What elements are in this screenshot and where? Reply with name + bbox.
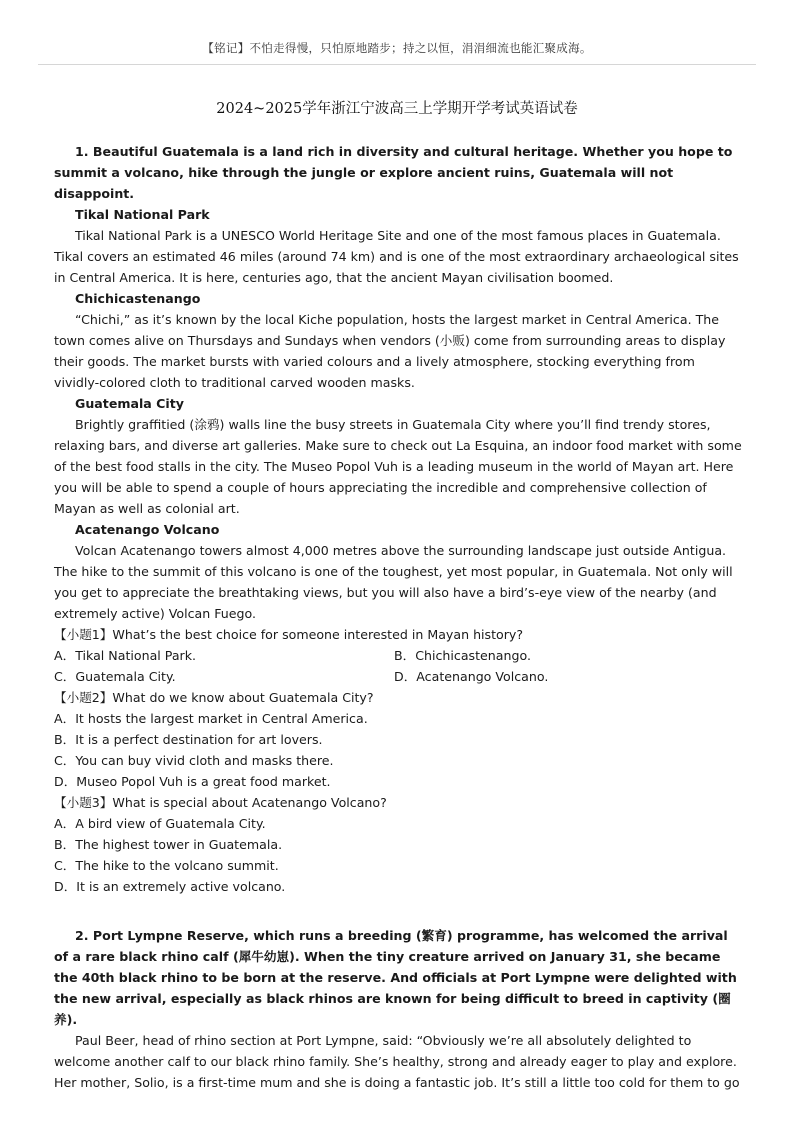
option-d: D．Acatenango Volcano. [394, 669, 549, 684]
option-a: A．Tikal National Park. [54, 648, 197, 663]
option-row [54, 645, 744, 666]
option-row [54, 666, 744, 687]
passage1-intro: 1. Beautiful Guatemala is a land rich in diversity and cultural heritage. Whether you hope to summit a volcano, hike through the jungle or explore ancient ruins, Guatemala will not disappoint. [54, 144, 733, 201]
question-prompt: 【小题2】What do we know about Guatemala City? [54, 690, 374, 705]
exam-title: 2024~2025学年浙江宁波高三上学期开学考试英语试卷 [216, 101, 578, 117]
section-body: Brightly graffitied (涂鸦) walls line the busy streets in Guatemala City where you’ll find trendy stores, relaxing bars, and diverse art galleries. Make sure to check out La Esquina, an indoor food market with some of the best food stalls in the city. The Museo Popol Vuh is a leading museum in the world of Mayan art. Here you will be able to spend a couple of hours appreciating the incredible and comprehensive collection of Mayan as well as colonial art. [54, 417, 742, 516]
passage-gap [54, 897, 744, 925]
page-motto: 【铭记】不怕走得慢，只怕原地踏步；持之以恒，涓涓细流也能汇聚成海。 [202, 41, 592, 55]
section-heading: Tikal National Park [75, 207, 210, 222]
question-prompt: 【小题3】What is special about Acatenango Volcano? [54, 795, 387, 810]
section-body: Tikal National Park is a UNESCO World Heritage Site and one of the most famous places in Guatemala. Tikal covers an estimated 46 miles (around 74 km) and is one of the most extraordinary archaeological sites in Central America. It is here, centuries ago, that the ancient Mayan civilisation boomed. [54, 228, 739, 285]
exam-content [54, 141, 744, 1093]
section-heading: Chichicastenango [75, 291, 201, 306]
passage2-intro: 2. Port Lympne Reserve, which runs a breeding (繁育) programme, has welcomed the arrival of a rare black rhino calf (犀牛幼崽). When the tiny creature arrived on January 31, she became the 40th black rhino to be born at the reserve. And officials at Port Lympne were delighted with the new arrival, especially as black rhinos are known for being difficult to breed in captivity (圈养). [54, 928, 737, 1027]
option-b: B．The highest tower in Guatemala. [54, 837, 283, 852]
option-a: A．A bird view of Guatemala City. [54, 816, 266, 831]
passage2-body: Paul Beer, head of rhino section at Port Lympne, said: “Obviously we’re all absolutely delighted to welcome another calf to our black rhino family. She’s healthy, strong and already eager to play and explore. Her mother, Solio, is a first-time mum and she is doing a fantastic job. It’s still a little too cold for them to go [54, 1033, 740, 1090]
option-a: A．It hosts the largest market in Central America. [54, 711, 368, 726]
option-c: C．You can buy vivid cloth and masks there. [54, 753, 334, 768]
section-body: “Chichi,” as it’s known by the local Kiche population, hosts the largest market in Central America. The town comes alive on Thursdays and Sundays when vendors (小贩) come from surrounding areas to display their goods. The market bursts with varied colours and a lively atmosphere, stocking everything from vividly-colored cloth to traditional carved wooden masks. [54, 312, 726, 390]
option-c: C．Guatemala City. [54, 669, 176, 684]
section-heading: Guatemala City [75, 396, 184, 411]
header-divider [38, 64, 756, 65]
section-heading: Acatenango Volcano [75, 522, 220, 537]
question-prompt: 【小题1】What’s the best choice for someone interested in Mayan history? [54, 627, 524, 642]
option-d: D．It is an extremely active volcano. [54, 879, 286, 894]
option-b: B．Chichicastenango. [394, 648, 531, 663]
section-body: Volcan Acatenango towers almost 4,000 metres above the surrounding landscape just outside Antigua. The hike to the summit of this volcano is one of the toughest, yet most popular, in Guatemala. Not only will you get to appreciate the breathtaking views, but you will also have a bird’s-eye view of the nearby (and extremely active) Volcan Fuego. [54, 543, 733, 621]
option-b: B．It is a perfect destination for art lovers. [54, 732, 323, 747]
option-c: C．The hike to the volcano summit. [54, 858, 279, 873]
option-d: D．Museo Popol Vuh is a great food market. [54, 774, 331, 789]
